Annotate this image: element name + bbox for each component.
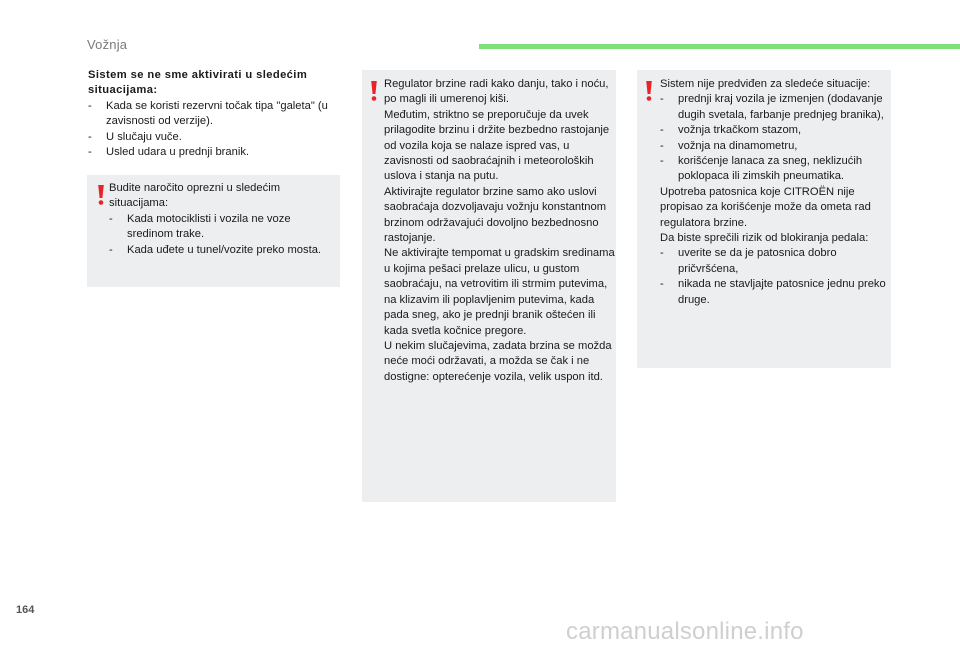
- warning-exclamation-icon: [97, 185, 105, 205]
- page-number: 164: [16, 604, 35, 616]
- warning-exclamation-icon: [370, 81, 378, 101]
- warning-box-3-list-2: [660, 246, 891, 308]
- list-item: - U slučaju vuče.: [88, 130, 182, 143]
- paragraph: Aktivirajte regulator brzine samo ako uslovi saobraćaja dozvoljavaju vožnju konstantnom brzinom održavajući dovoljno bezbednosno rastojanje.: [384, 185, 607, 245]
- warning-box-1-list: [109, 212, 339, 258]
- paragraph: U nekim slučajevima, zadata brzina se možda neće moći održavati, a možda se čak i ne dostigne: opterećenje vozila, velik uspon itd.: [384, 339, 612, 383]
- warning-exclamation-icon: [645, 81, 653, 101]
- list-item: - vožnja trkačkom stazom,: [660, 124, 802, 137]
- warning-box-2-text: [384, 77, 616, 385]
- column-1-heading: Sistem se ne sme aktivirati u sledećim situacijama:: [88, 69, 308, 97]
- list-item: - nikada ne stavljajte patosnice jednu preko druge.: [660, 278, 886, 306]
- column-1-text: [88, 68, 348, 160]
- warning-box-1-text: Budite naročito oprezni u sledećim situacijama: - Kada motociklisti i vozila ne voze sredinom trake. - Kada uđete u tunel/vozite preko mosta.: [109, 181, 339, 258]
- warning-box-3: [637, 70, 891, 368]
- paragraph: Regulator brzine radi kako danju, tako i noću, po magli ili umerenoj kiši.: [384, 78, 609, 106]
- paragraph: Ne aktivirajte tempomat u gradskim sredinama u kojima pešaci prelaze ulicu, u gustom saobraćaju, na vetrovitim ili strmim putevima, na klizavim ili poplavljenim putevima, kada pada sneg, ako je prednji branik oštećen ili kada svetla kočnice pregore.: [384, 247, 615, 337]
- warning-box-2: [362, 70, 616, 502]
- section-accent-bar: [479, 44, 960, 49]
- list-item: - prednji kraj vozila je izmenjen (dodavanje dugih svetala, farbanje prednjeg branika),: [660, 93, 884, 121]
- column-1-list: [88, 99, 348, 161]
- list-item: - Usled udara u prednji branik.: [88, 146, 250, 159]
- warning-box-3-list: [660, 92, 891, 184]
- paragraph: Upotreba patosnica koje CITROËN nije propisao za korišćenje može da ometa rad regulatora brzine.: [660, 185, 871, 229]
- list-item: - korišćenje lanaca za sneg, neklizućih poklopaca ili zimskih pneumatika.: [660, 155, 863, 183]
- watermark: carmanualsonline.info: [566, 618, 804, 645]
- section-title: Vožnja: [87, 37, 128, 52]
- list-item: - vožnja na dinamometru,: [660, 139, 798, 152]
- list-item: - Kada se koristi rezervni točak tipa "galeta" (u zavisnosti od verzije).: [88, 99, 328, 128]
- warning-box-1: [87, 175, 340, 287]
- warning-box-3-text: Sistem nije predviđen za sledeće situacije: - prednji kraj vozila je izmenjen (dodavanje dugih svetala, farbanje prednjeg branika), - vožnja trkačkom stazom, - vožnja na dinamometru, - korišćenje lanaca za sneg, neklizućih poklopaca ili zimskih pneumatika. Upotreba patosnica koje CITROËN nije propisao za korišćenje može da ometa rad regulatora brzine. Da biste sprečili rizik od blokiranja pedala: - uverite se da je patosnica dobro pričvršćena, - nikada ne stavljajte patosnice jednu preko druge.: [660, 77, 891, 308]
- list-item: - Kada motociklisti i vozila ne voze sredinom trake.: [109, 212, 291, 241]
- paragraph: Međutim, striktno se preporučuje da uvek prilagodite brzinu i držite bezbedno rastojanje od vozila koja se nalaze ispred vas, u zavisnosti od saobraćajnih i meteoroloških uslova i stanja na putu.: [384, 108, 610, 183]
- list-item: - Kada uđete u tunel/vozite preko mosta.: [109, 243, 322, 256]
- list-item: - uverite se da je patosnica dobro pričvršćena,: [660, 247, 837, 275]
